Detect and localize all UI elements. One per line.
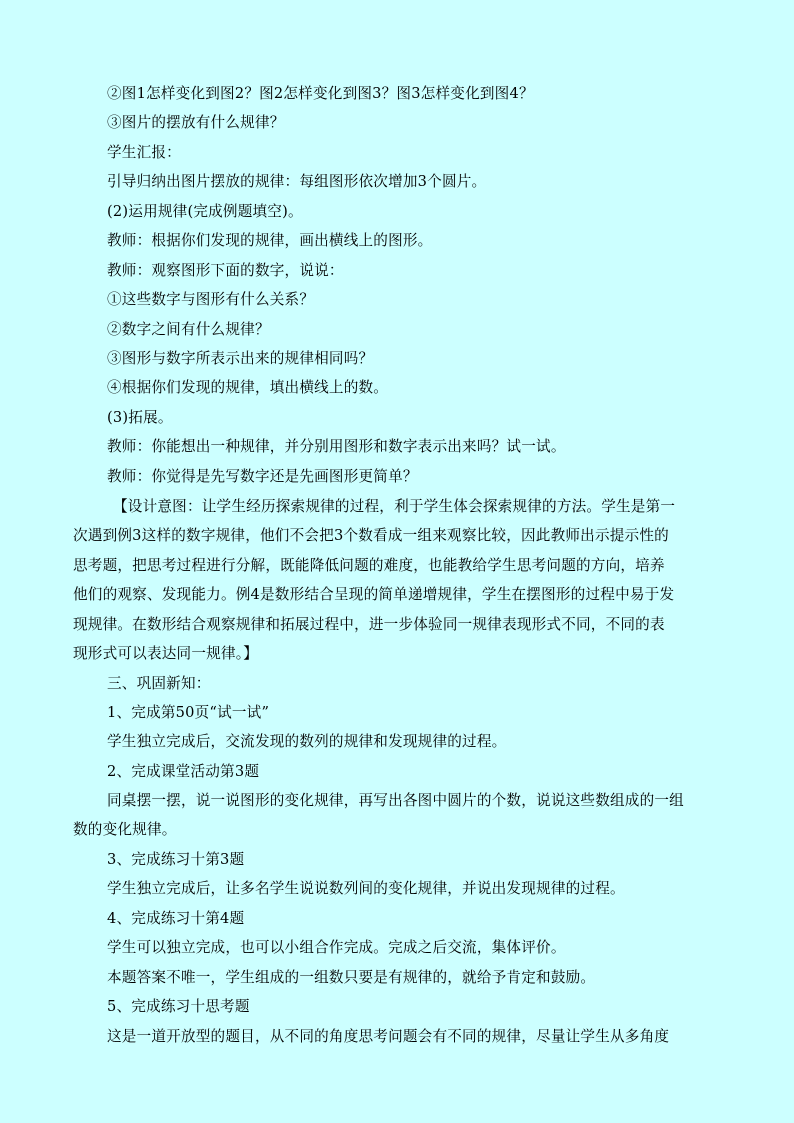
text-line: ③图片的摆放有什么规律？	[107, 114, 285, 131]
text-line: ②图1怎样变化到图2？图2怎样变化到图3？图3怎样变化到图4？	[107, 85, 534, 102]
exercise-title: 5、完成练习十思考题	[107, 998, 250, 1015]
design-intent-line: 次遇到例3这样的数字规律，他们不会把3个数看成一组来观察比较，因此教师出示提示性的	[73, 527, 669, 544]
text-line: 教师：你能想出一种规律，并分别用图形和数字表示出来吗？试一试。	[107, 438, 566, 455]
design-intent-line: 思考题，把思考过程进行分解，既能降低问题的难度，也能教给学生思考问题的方向，培养	[73, 557, 665, 574]
text-line: ④根据你们发现的规律，填出横线上的数。	[107, 379, 389, 396]
text-line: 引导归纳出图片摆放的规律：每组图形依次增加3个圆片。	[107, 173, 487, 190]
text-line: 教师：观察图形下面的数字，说说：	[107, 262, 344, 279]
text-line: 学生汇报：	[107, 144, 181, 161]
text-line: ③图形与数字所表示出来的规律相同吗？	[107, 350, 374, 367]
section-heading: 三、巩固新知：	[107, 675, 211, 692]
text-line: (3)拓展。	[107, 409, 173, 426]
text-line: ②数字之间有什么规律？	[107, 321, 270, 338]
exercise-title: 3、完成练习十第3题	[107, 851, 245, 868]
text-line: 学生独立完成后，交流发现的数列的规律和发现规律的过程。	[107, 733, 507, 750]
exercise-title: 2、完成课堂活动第3题	[107, 763, 260, 780]
text-line: (2)运用规律(完成例题填空)。	[107, 203, 303, 220]
design-intent-line: 【设计意图：让学生经历探索规律的过程，利于学生体会探索规律的方法。学生是第一	[113, 498, 676, 515]
design-intent-line: 现形式可以表达同一规律。】	[73, 645, 259, 662]
text-line: 教师：根据你们发现的规律，画出横线上的图形。	[107, 232, 433, 249]
activity-line: 数的变化规律。	[73, 821, 177, 838]
text-line: 学生独立完成后，让多名学生说说数列间的变化规律，并说出发现规律的过程。	[107, 880, 625, 897]
exercise-title: 1、完成第50页“试一试”	[107, 704, 270, 721]
text-line: 本题答案不唯一，学生组成的一组数只要是有规律的，就给予肯定和鼓励。	[107, 969, 596, 986]
text-line: 教师：你觉得是先写数字还是先画图形更简单？	[107, 468, 418, 485]
design-intent-line: 他们的观察、发现能力。例4是数形结合呈现的简单递增规律，学生在摆图形的过程中易于发	[73, 586, 675, 603]
text-line: 学生可以独立完成，也可以小组合作完成。完成之后交流，集体评价。	[107, 939, 566, 956]
text-line: ①这些数字与图形有什么关系？	[107, 291, 315, 308]
activity-line: 同桌摆一摆，说一说图形的变化规律，再写出各图中圆片的个数，说说这些数组成的一组	[107, 792, 684, 809]
text-line: 这是一道开放型的题目，从不同的角度思考问题会有不同的规律，尽量让学生从多角度	[107, 1028, 670, 1045]
design-intent-line: 现规律。在数形结合观察规律和拓展过程中，进一步体验同一规律表现形式不同，不同的表	[73, 616, 665, 633]
exercise-title: 4、完成练习十第4题	[107, 910, 245, 927]
